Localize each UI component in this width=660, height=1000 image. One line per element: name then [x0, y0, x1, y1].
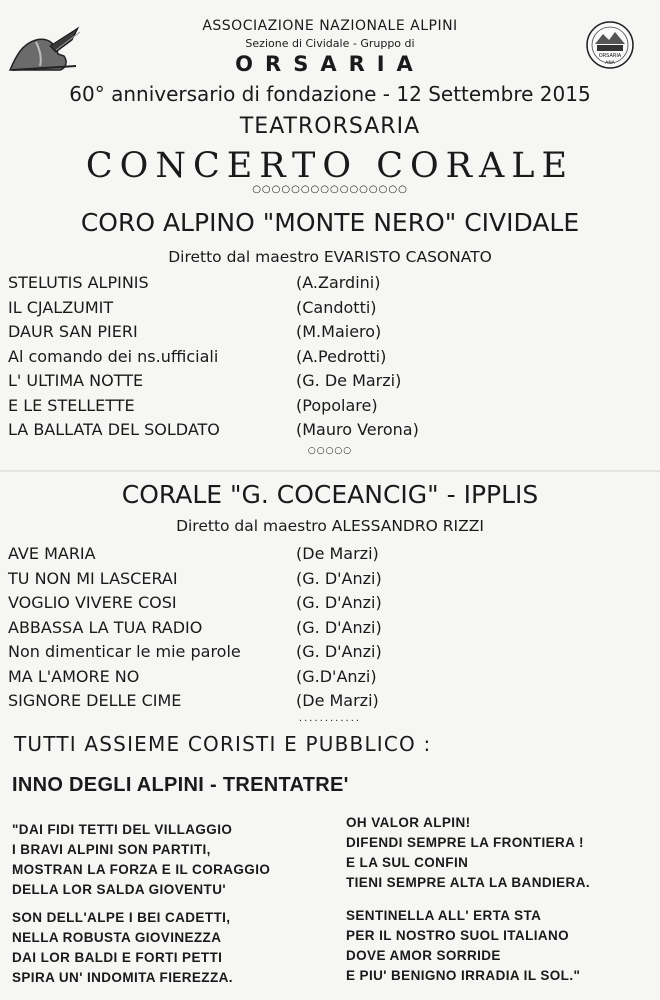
song-author: (G.D'Anzi)	[296, 666, 377, 686]
choir1-director: Diretto dal maestro EVARISTO CASONATO	[168, 248, 492, 266]
lyrics-verse: SON DELL'ALPE I BEI CADETTI, NELLA ROBUSTA GIOVINEZZA DAI LOR BALDI E FORTI PETTI SPIRA UN' INDOMITA FIEREZZA.	[12, 910, 233, 985]
song-row	[8, 667, 658, 692]
association-name: ASSOCIAZIONE NAZIONALE ALPINI	[202, 18, 458, 34]
song-title: SIGNORE DELLE CIME	[8, 691, 182, 710]
song-title: L' ULTIMA NOTTE	[8, 371, 144, 390]
song-row	[8, 691, 658, 716]
seal-text-ana: ANA	[605, 61, 615, 66]
venue-name: TEATRORSARIA	[239, 114, 421, 139]
song-row	[8, 396, 658, 421]
paper-fold-line	[0, 470, 660, 472]
song-author: (G. De Marzi)	[296, 371, 402, 390]
song-row	[8, 273, 658, 298]
song-author: (A.Pedrotti)	[296, 346, 387, 366]
song-row	[8, 642, 658, 667]
lyrics-verse: "DAI FIDI TETTI DEL VILLAGGIO I BRAVI ALPINI SON PARTITI, MOSTRAN LA FORZA E IL CORAGGIO DELLA LOR SALDA GIOVENTU'	[12, 822, 271, 897]
song-author: (G. D'Anzi)	[296, 593, 382, 612]
song-title: Al comando dei ns.ufficiali	[8, 346, 219, 366]
lyrics-chorus: SENTINELLA ALL' ERTA STA PER IL NOSTRO SUOL ITALIANO DOVE AMOR SORRIDE E PIU' BENIGNO IRRADIA IL SOL."	[346, 908, 581, 983]
song-title: AVE MARIA	[8, 544, 96, 563]
choir2-name: CORALE "G. COCEANCIG" - IPPLIS	[121, 480, 539, 509]
anniversary-line: 60° anniversario di fondazione - 12 Settembre 2015	[69, 82, 591, 106]
song-title: TU NON MI LASCERAI	[8, 568, 178, 588]
song-author: (Popolare)	[296, 395, 378, 415]
song-author: (Candotti)	[296, 297, 377, 317]
song-author: (De Marzi)	[296, 691, 379, 710]
song-title: E LE STELLETTE	[8, 395, 135, 415]
song-author: (M.Maiero)	[296, 322, 382, 341]
song-title: IL CJALZUMIT	[8, 297, 114, 317]
ornament-divider: ............	[298, 713, 362, 724]
song-author: (Mauro Verona)	[296, 420, 419, 439]
song-row	[8, 420, 658, 445]
song-title: MA L'AMORE NO	[8, 666, 140, 686]
song-author: (G. D'Anzi)	[296, 642, 382, 661]
hymn-title: INNO DEGLI ALPINI - TRENTATRE'	[12, 774, 349, 796]
song-row	[8, 618, 658, 643]
finale-announcement: TUTTI ASSIEME CORISTI E PUBBLICO :	[14, 732, 432, 756]
song-title: VOGLIO VIVERE COSI	[8, 593, 177, 612]
song-row	[8, 347, 658, 372]
section-line: Sezione di Cividale - Gruppo di	[245, 37, 415, 50]
song-title: STELUTIS ALPINIS	[8, 273, 149, 292]
ornament-divider: ○○○○○○○○○○○○○○○○	[252, 184, 408, 195]
song-title: DAUR SAN PIERI	[8, 322, 138, 341]
ornament-divider: ○○○○○	[307, 446, 353, 456]
song-title: LA BALLATA DEL SOLDATO	[8, 420, 220, 439]
song-author: (A.Zardini)	[296, 273, 381, 292]
song-row	[8, 371, 658, 396]
song-row	[8, 298, 658, 323]
group-name: ORSARIA	[235, 52, 425, 76]
choir1-name: CORO ALPINO "MONTE NERO" CIVIDALE	[80, 208, 580, 237]
song-author: (De Marzi)	[296, 544, 379, 563]
song-author: (G. D'Anzi)	[296, 617, 382, 637]
event-title: CONCERTO CORALE	[85, 146, 575, 186]
song-row	[8, 322, 658, 347]
song-title: Non dimenticar le mie parole	[8, 642, 241, 661]
lyrics-chorus: OH VALOR ALPIN! DIFENDI SEMPRE LA FRONTIERA ! E LA SUL CONFIN TIENI SEMPRE ALTA LA BANDIERA.	[346, 815, 590, 890]
song-row	[8, 544, 658, 569]
song-title: ABBASSA LA TUA RADIO	[8, 617, 203, 637]
choir2-director: Diretto dal maestro ALESSANDRO RIZZI	[176, 517, 484, 535]
song-row	[8, 569, 658, 594]
song-author: (G. D'Anzi)	[296, 568, 382, 588]
song-row	[8, 593, 658, 618]
seal-text-group: ORSARIA	[598, 53, 622, 59]
